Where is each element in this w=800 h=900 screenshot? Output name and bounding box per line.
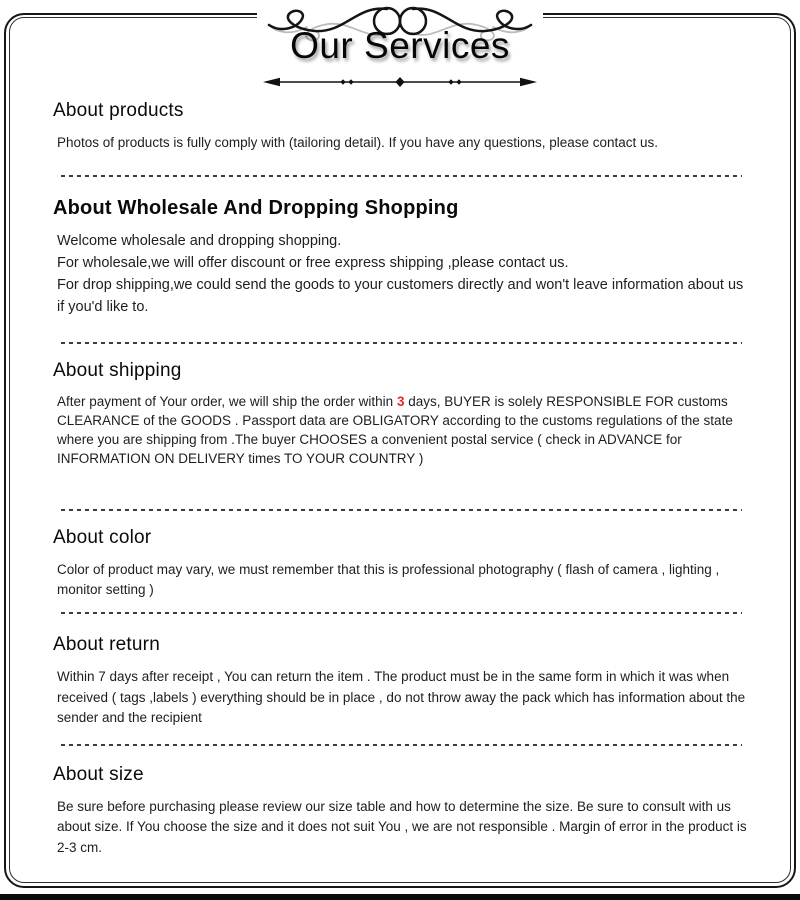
shipping-text-before: After payment of Your order, we will ship the order within bbox=[57, 394, 397, 410]
page-title: Our Services bbox=[290, 25, 510, 66]
section-about-shipping bbox=[53, 360, 752, 469]
section-heading-return: About return bbox=[53, 634, 160, 656]
section-heading-wholesale: About Wholesale And Dropping Shopping bbox=[53, 197, 459, 220]
section-about-return bbox=[53, 634, 752, 728]
dashed-divider bbox=[61, 175, 742, 177]
section-body-size: Be sure before purchasing please review our size table and how to determine the size. Be sure to consult with us about size. If You choose the size and it does not suit You , we are not responsible . Margin of error in the product is 2-3 cm. bbox=[57, 799, 747, 855]
wholesale-line-3: For drop shipping,we could send the goods to your customers directly and won't leave information about us if you'd like to. bbox=[57, 276, 744, 315]
dashed-divider bbox=[61, 342, 742, 344]
wholesale-line-2: For wholesale,we will offer discount or free express shipping ,please contact us. bbox=[57, 255, 569, 271]
shipping-text-after: days, BUYER is solely RESPONSIBLE FOR customs CLEARANCE of the GOODS . Passport data are OBLIGATORY according to the customs regulations of the state where you are shipping from .The buyer CHOOSES a convenient postal service ( check in ADVANCE for INFORMATION ON DELIVERY times TO YOUR COUNTRY ) bbox=[57, 394, 733, 466]
section-body-return: Within 7 days after receipt , You can return the item . The product must be in the same form in which it was when received ( tags ,labels ) everything should be in place , do not throw away the pack which has information about the sender and the recipient bbox=[57, 669, 746, 725]
dashed-divider bbox=[61, 509, 742, 511]
wholesale-line-1: Welcome wholesale and dropping shopping. bbox=[57, 233, 342, 250]
section-about-wholesale bbox=[53, 197, 752, 318]
bottom-edge-bar bbox=[0, 894, 800, 900]
section-heading-size: About size bbox=[53, 764, 144, 786]
shipping-days-highlight: 3 bbox=[396, 394, 405, 410]
dashed-divider bbox=[61, 612, 742, 614]
section-body-color: Color of product may vary, we must remember that this is professional photography ( flash of camera , lighting , monitor setting ) bbox=[57, 561, 720, 598]
section-heading-shipping: About shipping bbox=[53, 360, 182, 382]
section-about-size bbox=[53, 764, 752, 858]
section-about-products bbox=[53, 100, 752, 153]
section-about-color bbox=[53, 527, 752, 601]
page-header bbox=[0, 0, 800, 90]
section-body-shipping bbox=[57, 393, 752, 469]
arrow-line-divider-icon bbox=[261, 74, 539, 90]
section-heading-products: About products bbox=[53, 100, 184, 121]
section-body-products: Photos of products is fully comply with (tailoring detail). If you have any questions, please contact us. bbox=[57, 135, 659, 150]
services-content bbox=[0, 100, 800, 858]
section-heading-color: About color bbox=[53, 526, 152, 548]
dashed-divider bbox=[61, 744, 742, 746]
